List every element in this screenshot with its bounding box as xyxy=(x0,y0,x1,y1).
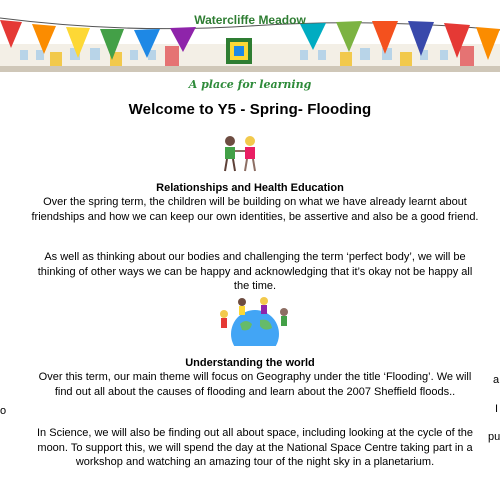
school-name: Watercliffe Meadow xyxy=(194,13,306,27)
children-around-globe-image xyxy=(212,294,298,346)
right-edge-text-fragment-1: a xyxy=(493,374,500,386)
page-title: Welcome to Y5 - Spring- Flooding xyxy=(128,101,372,118)
relationships-paragraph-1: Over the spring term, the children will be building on what we have already learnt about friendships and how we can keep our own identities, be assertive and also be a good friend. xyxy=(31,196,479,223)
understanding-paragraph-2: In Science, we will also be finding out all about space, including looking at the cycle of the moon. To support this, we will spend the day at the National Space Centre taking part in a workshop and watching an amazing tour of the night sky in a planetarium. xyxy=(37,427,473,468)
school-tagline: A place for learning xyxy=(188,78,312,91)
section-heading-relationships: Relationships and Health Education xyxy=(156,182,344,194)
section-heading-understanding-world: Understanding the world xyxy=(185,357,315,369)
left-edge-text-fragment: o xyxy=(0,405,7,417)
right-edge-text-fragment-3: pu xyxy=(488,431,500,443)
understanding-paragraph-1: Over this term, our main theme will focus on Geography under the title ‘Flooding’. We will find out all about the causes of flooding and learn about the 2007 Sheffield floods.. xyxy=(38,371,472,398)
relationships-paragraph-2: As well as thinking about our bodies and challenging the term ‘perfect body’, we will be thinking of other ways we can be happy and acknowledging that it’s okay not be happy all the time. xyxy=(37,251,473,292)
children-holding-hands-image xyxy=(214,133,266,175)
right-edge-text-fragment-2: I xyxy=(495,403,499,415)
